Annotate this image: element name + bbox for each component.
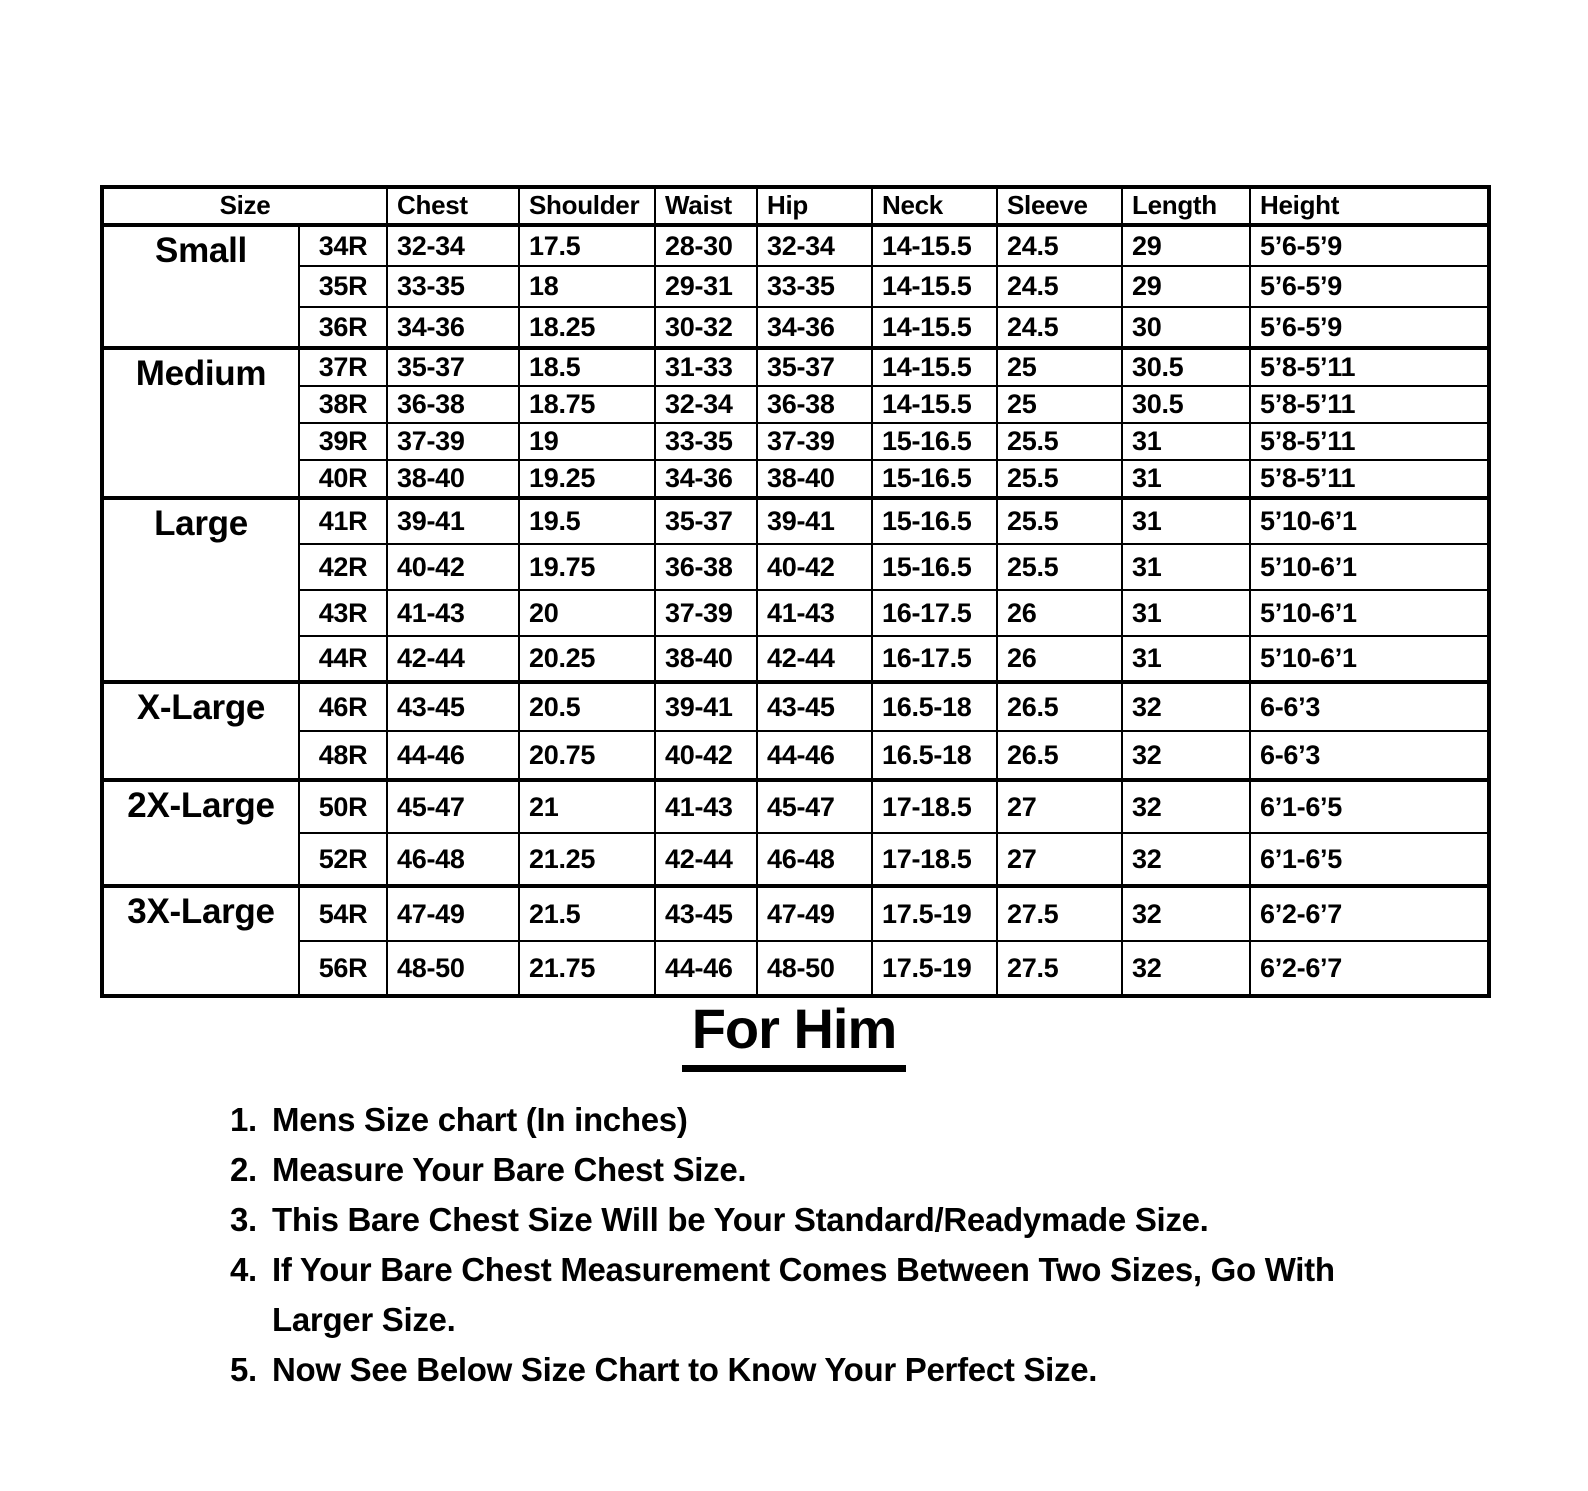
- column-header-length: Length: [1122, 187, 1250, 225]
- measurement-cell: 25.5: [997, 544, 1122, 590]
- measurement-cell: 43-45: [655, 886, 757, 941]
- measurement-cell: 17.5-19: [872, 886, 997, 941]
- measurement-cell: 5’6-5’9: [1250, 225, 1489, 266]
- measurement-cell: 18.25: [519, 307, 655, 348]
- measurement-cell: 25.5: [997, 498, 1122, 544]
- measurement-cell: 14-15.5: [872, 225, 997, 266]
- table-row: [102, 833, 1489, 886]
- instruction-text: Now See Below Size Chart to Know Your Perfect Size.: [272, 1351, 1098, 1388]
- instruction-text: Measure Your Bare Chest Size.: [272, 1151, 747, 1188]
- table-row: [102, 423, 1489, 460]
- measurement-cell: 21: [519, 780, 655, 833]
- measurement-cell: 19.25: [519, 460, 655, 498]
- measurement-cell: 32: [1122, 731, 1250, 780]
- instruction-number: 2.: [230, 1151, 257, 1188]
- measurement-cell: 37-39: [387, 423, 519, 460]
- measurement-cell: 40-42: [655, 731, 757, 780]
- measurement-cell: 20.5: [519, 682, 655, 731]
- size-group-label: Large: [102, 498, 299, 682]
- measurement-cell: 48-50: [387, 941, 519, 996]
- measurement-cell: 38-40: [655, 636, 757, 682]
- table-row: [102, 386, 1489, 423]
- table-row: [102, 307, 1489, 348]
- measurement-cell: 36-38: [757, 386, 872, 423]
- measurement-cell: 31: [1122, 498, 1250, 544]
- measurement-cell: 25.5: [997, 460, 1122, 498]
- measurement-cell: 48-50: [757, 941, 872, 996]
- measurement-cell: 30.5: [1122, 348, 1250, 386]
- measurement-cell: 29: [1122, 266, 1250, 307]
- measurement-cell: 5’8-5’11: [1250, 386, 1489, 423]
- measurement-cell: 29: [1122, 225, 1250, 266]
- measurement-cell: 15-16.5: [872, 544, 997, 590]
- size-code-cell: 44R: [299, 636, 387, 682]
- table-row: [102, 886, 1489, 941]
- measurement-cell: 39-41: [655, 682, 757, 731]
- measurement-cell: 39-41: [387, 498, 519, 544]
- instruction-number: 5.: [230, 1351, 257, 1388]
- measurement-cell: 31: [1122, 423, 1250, 460]
- measurement-cell: 46-48: [387, 833, 519, 886]
- size-code-cell: 41R: [299, 498, 387, 544]
- measurement-cell: 24.5: [997, 266, 1122, 307]
- size-code-cell: 52R: [299, 833, 387, 886]
- measurement-cell: 27.5: [997, 941, 1122, 996]
- measurement-cell: 21.25: [519, 833, 655, 886]
- measurement-cell: 16.5-18: [872, 731, 997, 780]
- size-code-cell: 37R: [299, 348, 387, 386]
- table-row: [102, 682, 1489, 731]
- measurement-cell: 41-43: [387, 590, 519, 636]
- table-row: [102, 780, 1489, 833]
- page-title: For Him: [682, 996, 907, 1072]
- measurement-cell: 5’8-5’11: [1250, 460, 1489, 498]
- measurement-cell: 26: [997, 590, 1122, 636]
- measurement-cell: 31: [1122, 590, 1250, 636]
- table-row: [102, 460, 1489, 498]
- measurement-cell: 32-34: [387, 225, 519, 266]
- measurement-cell: 40-42: [387, 544, 519, 590]
- table-row: [102, 498, 1489, 544]
- measurement-cell: 21.5: [519, 886, 655, 941]
- measurement-cell: 18.5: [519, 348, 655, 386]
- measurement-cell: 25: [997, 348, 1122, 386]
- measurement-cell: 31: [1122, 544, 1250, 590]
- measurement-cell: 32: [1122, 833, 1250, 886]
- column-header-waist: Waist: [655, 187, 757, 225]
- measurement-cell: 41-43: [655, 780, 757, 833]
- measurement-cell: 47-49: [387, 886, 519, 941]
- measurement-cell: 38-40: [757, 460, 872, 498]
- instruction-item: [230, 1345, 1420, 1395]
- column-header-hip: Hip: [757, 187, 872, 225]
- measurement-cell: 14-15.5: [872, 386, 997, 423]
- measurement-cell: 14-15.5: [872, 266, 997, 307]
- measurement-cell: 17-18.5: [872, 780, 997, 833]
- measurement-cell: 6-6’3: [1250, 682, 1489, 731]
- measurement-cell: 44-46: [387, 731, 519, 780]
- measurement-cell: 36-38: [655, 544, 757, 590]
- measurement-cell: 31-33: [655, 348, 757, 386]
- column-header-sleeve: Sleeve: [997, 187, 1122, 225]
- measurement-cell: 6’1-6’5: [1250, 780, 1489, 833]
- table-row: [102, 731, 1489, 780]
- measurement-cell: 27: [997, 780, 1122, 833]
- measurement-cell: 42-44: [655, 833, 757, 886]
- measurement-cell: 17-18.5: [872, 833, 997, 886]
- table-header-row: [102, 187, 1489, 225]
- measurement-cell: 14-15.5: [872, 307, 997, 348]
- size-group-label: Medium: [102, 348, 299, 498]
- table-body: [102, 225, 1489, 996]
- heading-section: [0, 996, 1588, 1072]
- measurement-cell: 41-43: [757, 590, 872, 636]
- measurement-cell: 16.5-18: [872, 682, 997, 731]
- table-row: [102, 348, 1489, 386]
- measurement-cell: 39-41: [757, 498, 872, 544]
- measurement-cell: 27: [997, 833, 1122, 886]
- measurement-cell: 15-16.5: [872, 423, 997, 460]
- size-code-cell: 50R: [299, 780, 387, 833]
- measurement-cell: 32: [1122, 941, 1250, 996]
- measurement-cell: 45-47: [387, 780, 519, 833]
- measurement-cell: 45-47: [757, 780, 872, 833]
- measurement-cell: 42-44: [757, 636, 872, 682]
- measurement-cell: 32: [1122, 780, 1250, 833]
- table-row: [102, 941, 1489, 996]
- measurement-cell: 5’10-6’1: [1250, 636, 1489, 682]
- instructions-list: [230, 1095, 1420, 1395]
- measurement-cell: 19.75: [519, 544, 655, 590]
- measurement-cell: 6’1-6’5: [1250, 833, 1489, 886]
- measurement-cell: 21.75: [519, 941, 655, 996]
- measurement-cell: 29-31: [655, 266, 757, 307]
- measurement-cell: 6’2-6’7: [1250, 886, 1489, 941]
- measurement-cell: 34-36: [387, 307, 519, 348]
- measurement-cell: 5’8-5’11: [1250, 348, 1489, 386]
- measurement-cell: 37-39: [655, 590, 757, 636]
- measurement-cell: 18.75: [519, 386, 655, 423]
- instruction-text: This Bare Chest Size Will be Your Standard/Readymade Size.: [272, 1201, 1209, 1238]
- measurement-cell: 5’10-6’1: [1250, 498, 1489, 544]
- table-row: [102, 225, 1489, 266]
- measurement-cell: 46-48: [757, 833, 872, 886]
- table-row: [102, 590, 1489, 636]
- measurement-cell: 36-38: [387, 386, 519, 423]
- measurement-cell: 5’10-6’1: [1250, 590, 1489, 636]
- table-row: [102, 544, 1489, 590]
- measurement-cell: 16-17.5: [872, 636, 997, 682]
- size-group-label: 3X-Large: [102, 886, 299, 996]
- measurement-cell: 33-35: [387, 266, 519, 307]
- measurement-cell: 32-34: [655, 386, 757, 423]
- measurement-cell: 32-34: [757, 225, 872, 266]
- instruction-item: [230, 1195, 1420, 1245]
- measurement-cell: 30-32: [655, 307, 757, 348]
- size-code-cell: 34R: [299, 225, 387, 266]
- size-chart-table: [100, 185, 1491, 998]
- measurement-cell: 26.5: [997, 731, 1122, 780]
- measurement-cell: 18: [519, 266, 655, 307]
- measurement-cell: 25: [997, 386, 1122, 423]
- instruction-number: 4.: [230, 1251, 257, 1288]
- measurement-cell: 5’10-6’1: [1250, 544, 1489, 590]
- measurement-cell: 19.5: [519, 498, 655, 544]
- size-chart-section: [100, 185, 1491, 998]
- measurement-cell: 38-40: [387, 460, 519, 498]
- measurement-cell: 5’6-5’9: [1250, 266, 1489, 307]
- measurement-cell: 20.25: [519, 636, 655, 682]
- measurement-cell: 14-15.5: [872, 348, 997, 386]
- instruction-text: Mens Size chart (In inches): [272, 1101, 688, 1138]
- size-code-cell: 46R: [299, 682, 387, 731]
- instruction-item: [230, 1245, 1420, 1345]
- measurement-cell: 33-35: [655, 423, 757, 460]
- measurement-cell: 44-46: [655, 941, 757, 996]
- measurement-cell: 30.5: [1122, 386, 1250, 423]
- measurement-cell: 24.5: [997, 225, 1122, 266]
- measurement-cell: 34-36: [655, 460, 757, 498]
- size-group-label: X-Large: [102, 682, 299, 780]
- measurement-cell: 20.75: [519, 731, 655, 780]
- column-header-shoulder: Shoulder: [519, 187, 655, 225]
- instruction-text: If Your Bare Chest Measurement Comes Between Two Sizes, Go With Larger Size.: [272, 1251, 1335, 1338]
- table-row: [102, 636, 1489, 682]
- measurement-cell: 47-49: [757, 886, 872, 941]
- measurement-cell: 24.5: [997, 307, 1122, 348]
- instruction-number: 3.: [230, 1201, 257, 1238]
- measurement-cell: 6’2-6’7: [1250, 941, 1489, 996]
- size-code-cell: 48R: [299, 731, 387, 780]
- measurement-cell: 17.5-19: [872, 941, 997, 996]
- size-code-cell: 56R: [299, 941, 387, 996]
- measurement-cell: 5’6-5’9: [1250, 307, 1489, 348]
- size-group-label: Small: [102, 225, 299, 348]
- size-code-cell: 43R: [299, 590, 387, 636]
- measurement-cell: 31: [1122, 636, 1250, 682]
- size-code-cell: 54R: [299, 886, 387, 941]
- measurement-cell: 32: [1122, 682, 1250, 731]
- instruction-item: [230, 1145, 1420, 1195]
- measurement-cell: 27.5: [997, 886, 1122, 941]
- measurement-cell: 16-17.5: [872, 590, 997, 636]
- measurement-cell: 30: [1122, 307, 1250, 348]
- measurement-cell: 26: [997, 636, 1122, 682]
- measurement-cell: 28-30: [655, 225, 757, 266]
- measurement-cell: 15-16.5: [872, 460, 997, 498]
- size-code-cell: 36R: [299, 307, 387, 348]
- measurement-cell: 43-45: [757, 682, 872, 731]
- measurement-cell: 32: [1122, 886, 1250, 941]
- measurement-cell: 44-46: [757, 731, 872, 780]
- column-header-neck: Neck: [872, 187, 997, 225]
- measurement-cell: 40-42: [757, 544, 872, 590]
- measurement-cell: 37-39: [757, 423, 872, 460]
- measurement-cell: 43-45: [387, 682, 519, 731]
- measurement-cell: 25.5: [997, 423, 1122, 460]
- size-code-cell: 39R: [299, 423, 387, 460]
- size-code-cell: 38R: [299, 386, 387, 423]
- measurement-cell: 31: [1122, 460, 1250, 498]
- column-header-height: Height: [1250, 187, 1489, 225]
- column-header-chest: Chest: [387, 187, 519, 225]
- measurement-cell: 15-16.5: [872, 498, 997, 544]
- measurement-cell: 6-6’3: [1250, 731, 1489, 780]
- table-row: [102, 266, 1489, 307]
- instruction-number: 1.: [230, 1101, 257, 1138]
- measurement-cell: 42-44: [387, 636, 519, 682]
- instruction-item: [230, 1095, 1420, 1145]
- measurement-cell: 5’8-5’11: [1250, 423, 1489, 460]
- size-group-label: 2X-Large: [102, 780, 299, 886]
- size-code-cell: 35R: [299, 266, 387, 307]
- size-code-cell: 40R: [299, 460, 387, 498]
- measurement-cell: 34-36: [757, 307, 872, 348]
- measurement-cell: 35-37: [757, 348, 872, 386]
- measurement-cell: 35-37: [655, 498, 757, 544]
- column-header-size: Size: [102, 187, 387, 225]
- measurement-cell: 20: [519, 590, 655, 636]
- measurement-cell: 35-37: [387, 348, 519, 386]
- measurement-cell: 33-35: [757, 266, 872, 307]
- measurement-cell: 17.5: [519, 225, 655, 266]
- measurement-cell: 19: [519, 423, 655, 460]
- measurement-cell: 26.5: [997, 682, 1122, 731]
- size-code-cell: 42R: [299, 544, 387, 590]
